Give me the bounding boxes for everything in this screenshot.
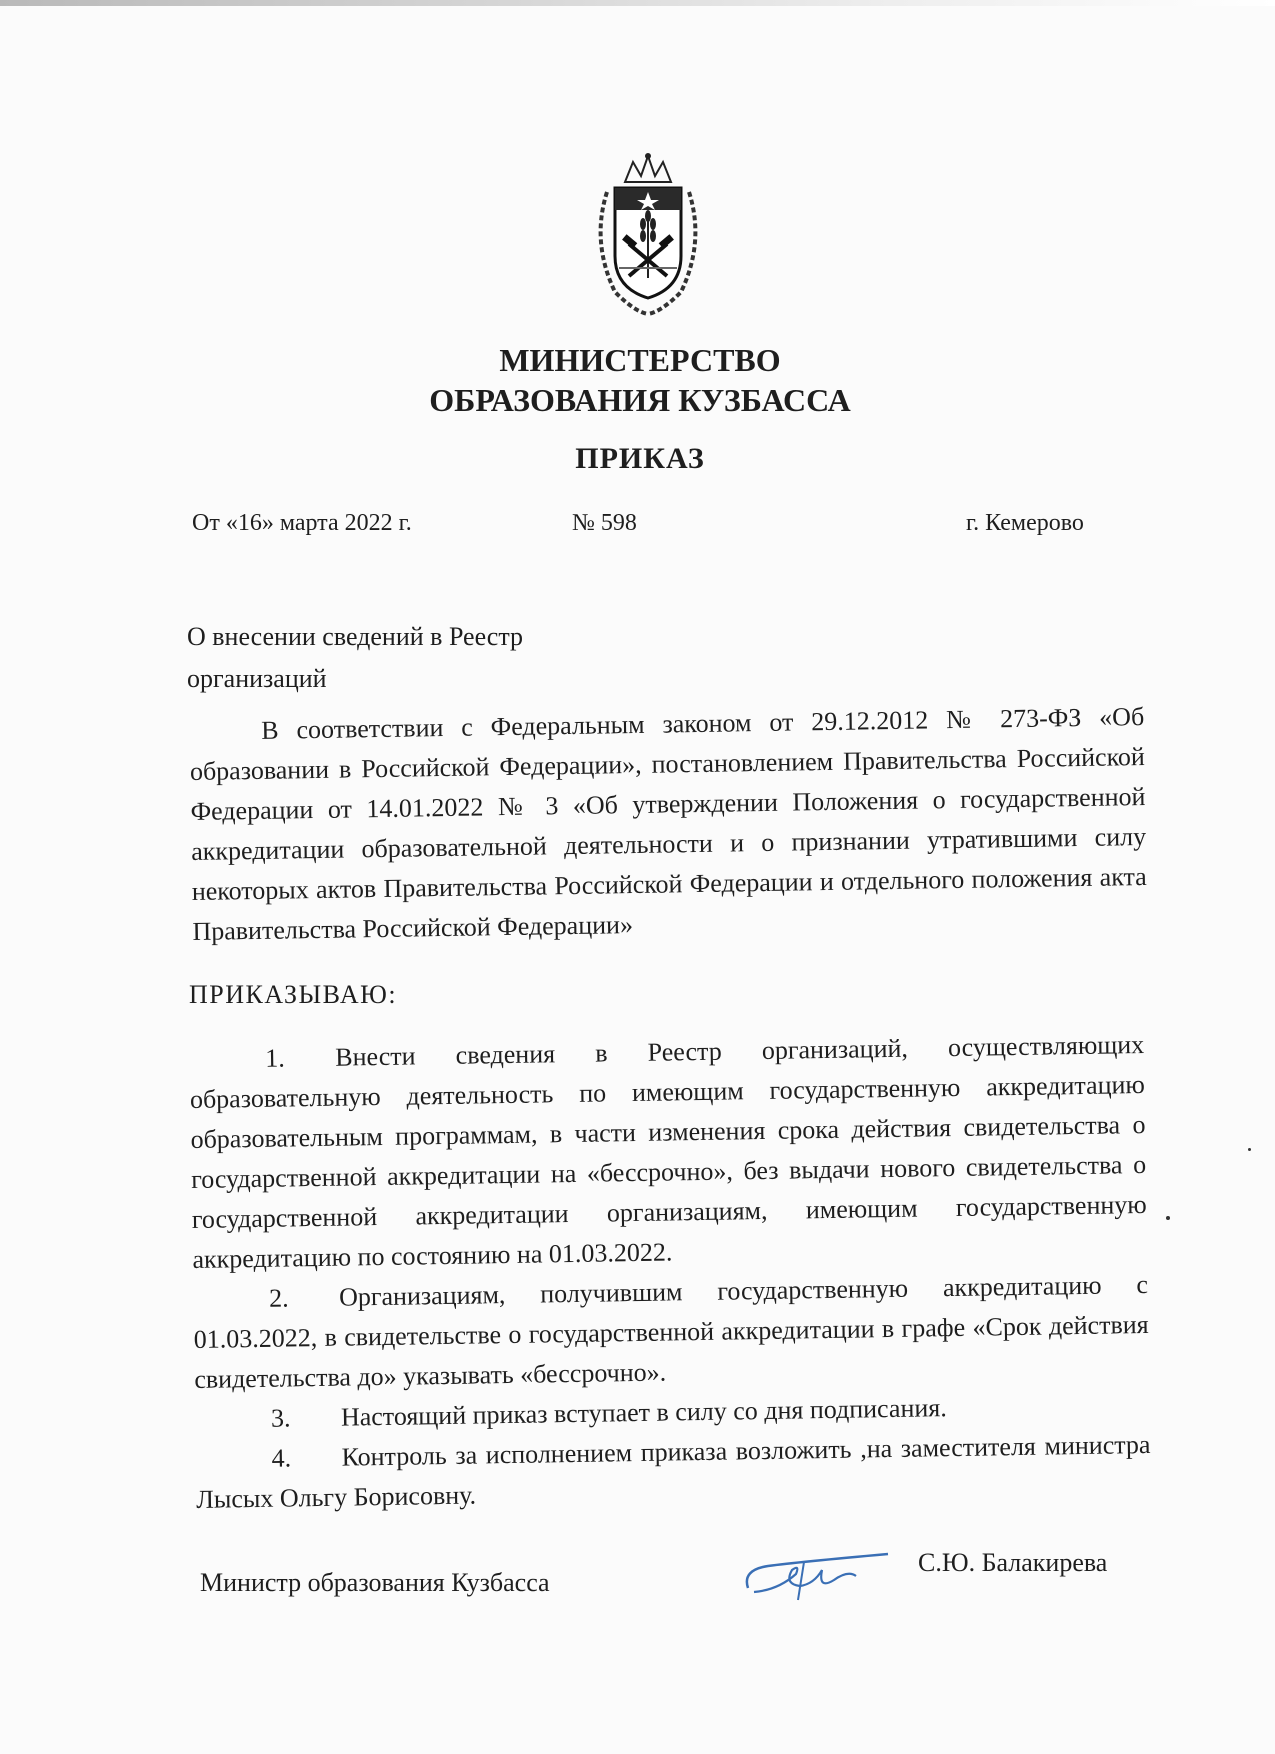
order-items-list	[189, 1025, 1151, 1520]
item-text: Внести сведения в Реестр организаций, осуществляющих образовательную деятельность по имеющим государственную аккредитацию образовательным программам, в части изменения срока действия свидетельства о государственной аккредитации на «бессрочно», без выдачи нового свидетельства о государственной аккредитации организациям, имеющим государственную аккредитацию по состоянию на 01.03.2022.	[189, 1029, 1147, 1274]
coat-of-arms-emblem	[585, 152, 711, 316]
item-text: Контроль за исполнением приказа возложить ,на заместителя министра Лысых Ольгу Борисовну.	[195, 1429, 1151, 1514]
preamble-text: В соответствии с Федеральным законом от 29.12.2012 № 273-ФЗ «Об образовании в Российской Федерации», постановлением Правительства Российской Федерации от 14.01.2022 № 3 «Об утверждении Положения о государственной аккредитации образовательной деятельности и о признании утратившими силу некоторых актов Правительства Российской Федерации и отдельного положения акта Правительства Российской Федерации»	[189, 701, 1147, 946]
order-item	[189, 1025, 1148, 1280]
order-number: № 598	[572, 510, 637, 536]
item-number: 1.	[265, 1043, 286, 1073]
order-subject	[187, 616, 523, 700]
order-directive: ПРИКАЗЫВАЮ:	[189, 980, 398, 1009]
order-item	[193, 1265, 1150, 1400]
scan-speck	[1166, 1216, 1170, 1220]
ministry-title-line2: ОБРАЗОВАНИЯ КУЗБАССА	[429, 382, 851, 418]
subject-line2: организаций	[187, 664, 327, 693]
scan-edge	[0, 0, 1275, 6]
order-item	[195, 1425, 1151, 1520]
signatory-name: С.Ю. Балакирева	[918, 1548, 1108, 1577]
ministry-title-line1: МИНИСТЕРСТВО	[499, 342, 781, 378]
handwritten-signature	[738, 1540, 898, 1610]
document-type: ПРИКАЗ	[575, 442, 705, 475]
item-number: 3.	[270, 1403, 291, 1433]
item-text: Организациям, получившим государственную аккредитацию с 01.03.2022, в свидетельстве о государственной аккредитации в графе «Срок действия свидетельства до» указывать «бессрочно».	[193, 1269, 1149, 1394]
signatory-position: Министр образования Кузбасса	[200, 1568, 550, 1597]
scan-speck	[1248, 1148, 1251, 1151]
item-number: 4.	[271, 1443, 292, 1473]
order-date: От «16» марта 2022 г.	[192, 510, 412, 536]
preamble-block	[189, 697, 1148, 952]
subject-line1: О внесении сведений в Реестр	[187, 622, 524, 651]
item-text: Настоящий приказ вступает в силу со дня подписания.	[340, 1393, 947, 1432]
item-number: 2.	[268, 1283, 289, 1313]
order-city: г. Кемерово	[966, 510, 1084, 536]
